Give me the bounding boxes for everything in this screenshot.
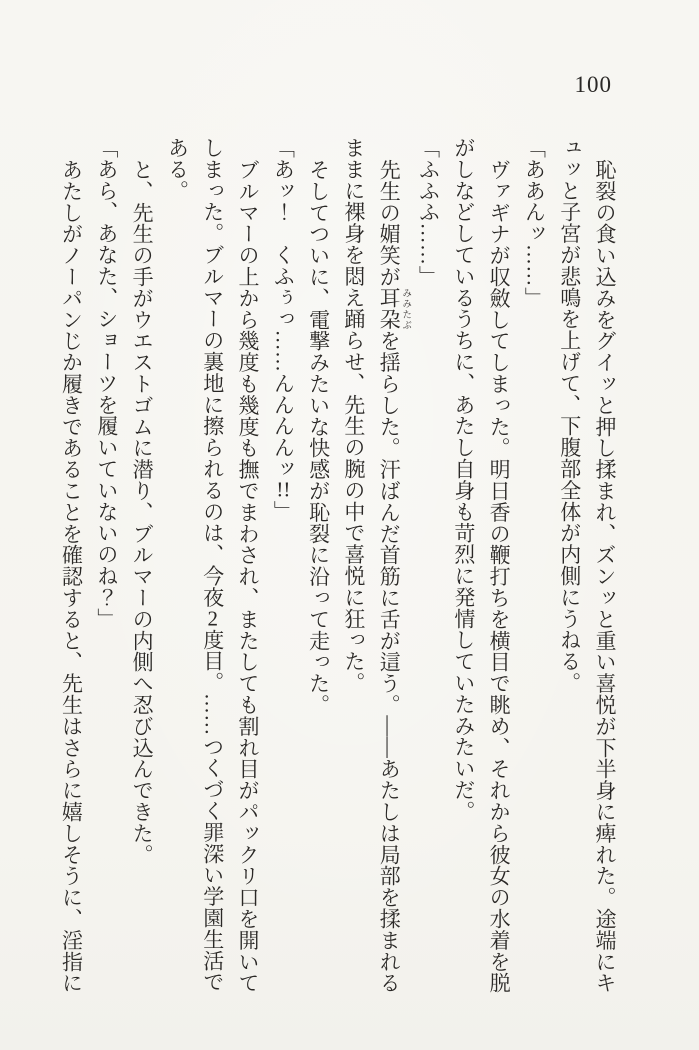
text-line: 先生の媚笑が耳朶 みみたぶを揺らした。汗ばんだ首筋に舌が這う。――あたしは局部を揉まれる <box>377 158 411 994</box>
text-line: ュッと子宮が悲鳴を上げて、下腹部全体が内側にうねる。 <box>557 137 582 694</box>
text-line: 「あら、あなた、ショーツを履いていないのね？」 <box>94 137 119 630</box>
text-line: あたしがノーパンじか履きであることを確認すると、先生はさらに嬉しそうに、淫指に <box>59 158 84 994</box>
text-line: ブルマーの上から幾度も幾度も撫でまわされ、またしても割れ目がパックリ口を開いて <box>236 158 261 994</box>
text-line: ヴァギナが収斂してしまった。明日香の鞭打ちを横目で眺め、それから彼女の水着を脱 <box>487 158 512 994</box>
text-block <box>56 137 622 1017</box>
text-line: 恥裂の食い込みをグイッと押し揉まれ、ズンッと重い喜悦が下半身に痺れた。途端にキ <box>593 158 617 994</box>
text-line: そしてついに、電撃みたいな快感が恥裂に沿って走った。 <box>306 158 331 715</box>
text-line: がしなどしているうちに、あたし自身も苛烈に発情していたみたいだ。 <box>451 137 476 822</box>
text-line: と、先生の手がウエストゴムに潜り、ブルマーの内側へ忍び込んできた。 <box>130 158 155 865</box>
text-line: 「あッ！ くふぅっ……んんんんッ!!」 <box>271 137 296 522</box>
page-number: 100 <box>574 72 612 97</box>
text-line: 「ふふふ……」 <box>416 137 441 287</box>
text-line: ままに裸身を悶え踊らせ、先生の腕の中で喜悦に狂った。 <box>341 137 366 694</box>
tate-chu-yoko: !! <box>276 479 291 501</box>
ruby-annotated-word: 耳朶 みみたぶ <box>377 286 411 330</box>
text-line: しまった。ブルマーの裏地に擦られるのは、今夜2度目。……つくづく罪深い学園生活で <box>200 137 225 993</box>
tate-chu-yoko: 2 <box>207 607 218 629</box>
text-line: 「ああんッ……」 <box>522 137 547 309</box>
text-line: ある。 <box>165 137 190 202</box>
